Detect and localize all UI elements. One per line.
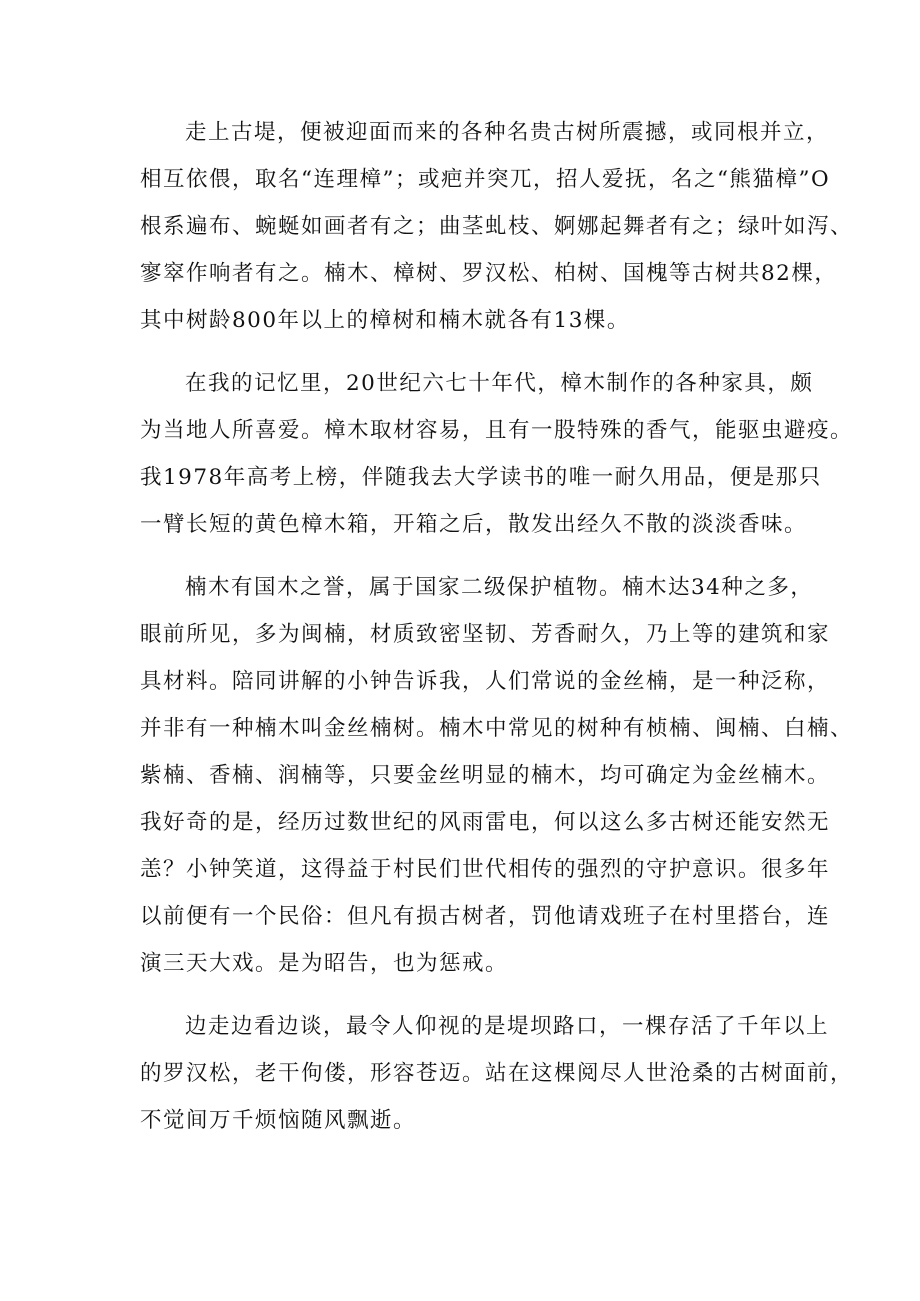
paragraph-3-line-4: 并非有一种楠木叫金丝楠树。楠木中常见的树种有桢楠、闽楠、白楠、 — [140, 716, 854, 741]
paragraph-3-line-8: 以前便有一个民俗：但凡有损古树者，罚他请戏班子在村里搭台，连 — [140, 904, 831, 929]
paragraph-2-line-4: 一臂长短的黄色樟木箱，开箱之后，散发出经久不散的淡淡香味。 — [140, 512, 808, 537]
paragraph-4-line-1: 边走边看边谈，最令人仰视的是堤坝路口，一棵存活了千年以上 — [185, 1014, 830, 1039]
paragraph-2-line-2: 为当地人所喜爱。樟木取材容易，且有一股特殊的香气，能驱虫避疫。 — [140, 418, 854, 443]
paragraph-2-line-3: 我1978年高考上榜，伴随我去大学读书的唯一耐久用品，便是那只 — [140, 465, 822, 490]
paragraph-1-line-3: 根系遍布、蜿蜒如画者有之；曲茎虬枝、婀娜起舞者有之；绿叶如泻、 — [140, 214, 854, 239]
paragraph-4-line-3: 不觉间万千烦恼随风飘逝。 — [140, 1108, 417, 1133]
paragraph-1-line-1: 走上古堤，便被迎面而来的各种名贵古树所震撼，或同根并立， — [185, 120, 830, 145]
paragraph-1-line-2: 相互依偎，取名“连理樟”；或疤并突兀，招人爱抚，名之“熊猫樟”O — [140, 167, 831, 192]
paragraph-1-line-4: 寥窣作响者有之。楠木、樟树、罗汉松、柏树、国槐等古树共82棵， — [140, 261, 838, 286]
paragraph-1-line-5: 其中树龄800年以上的樟树和楠木就各有13棵。 — [140, 308, 630, 333]
paragraph-3-line-9: 演三天大戏。是为昭告，也为惩戒。 — [140, 951, 509, 976]
paragraph-3-line-5: 紫楠、香楠、润楠等，只要金丝明显的楠木，均可确定为金丝楠木。 — [140, 763, 831, 788]
paragraph-3-line-6: 我好奇的是，经历过数世纪的风雨雷电，何以这么多古树还能安然无 — [140, 810, 831, 835]
paragraph-3-line-2: 眼前所见，多为闽楠，材质致密坚韧、芳香耐久，乃上等的建筑和家 — [140, 622, 831, 647]
paragraph-3-line-3: 具材料。陪同讲解的小钟告诉我，人们常说的金丝楠，是一种泛称， — [140, 669, 831, 694]
paragraph-2-line-1: 在我的记忆里，20世纪六七十年代，樟木制作的各种家具，颇 — [185, 371, 814, 396]
paragraph-3-line-1: 楠木有国木之誉，属于国家二级保护植物。楠木达34种之多， — [185, 575, 814, 600]
paragraph-3-line-7: 恙？小钟笑道，这得益于村民们世代相传的强烈的守护意识。很多年 — [140, 857, 831, 882]
paragraph-4-line-2: 的罗汉松，老干佝偻，形容苍迈。站在这棵阅尽人世沧桑的古树面前， — [140, 1061, 854, 1086]
